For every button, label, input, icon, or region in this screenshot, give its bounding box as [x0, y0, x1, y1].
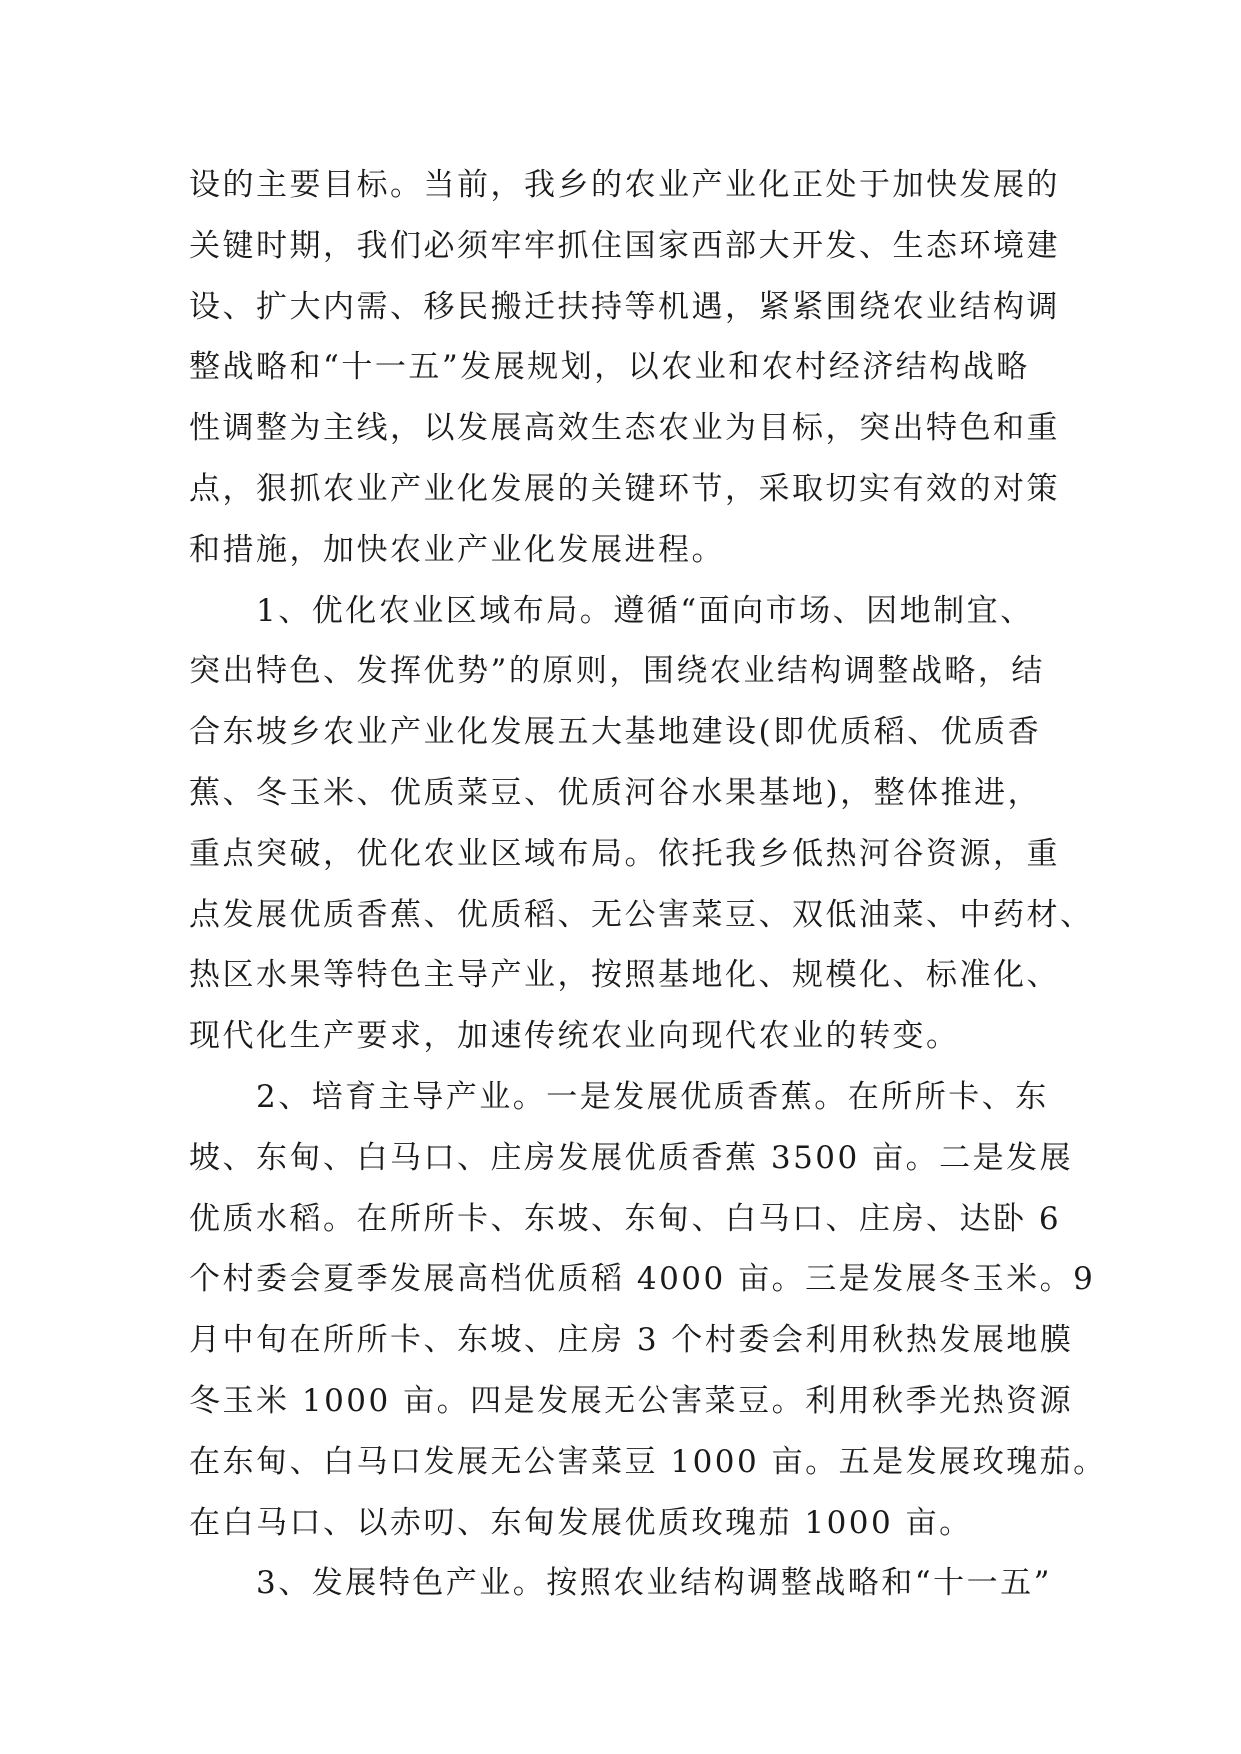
- text-line: 性调整为主线，以发展高效生态农业为目标，突出特色和重: [189, 410, 1060, 447]
- text-line: 蕉、冬玉米、优质菜豆、优质河谷水果基地)，整体推进，: [189, 774, 1042, 811]
- text-line: 突出特色、发挥优势”的原则，围绕农业结构调整战略，结: [189, 653, 1045, 690]
- section-3-paragraph: [189, 1553, 1069, 1614]
- text-line: 热区水果等特色主导产业，按照基地化、规模化、标准化、: [189, 957, 1060, 994]
- text-line: 月中旬在所所卡、东坡、庄房 3 个村委会利用秋热发展地膜: [189, 1322, 1074, 1359]
- text-line: 冬玉米 1000 亩。四是发展无公害菜豆。利用秋季光热资源: [189, 1382, 1074, 1419]
- document-body: [189, 155, 1107, 1614]
- section-2-paragraph: [189, 1067, 1107, 1553]
- text-line: 3、发展特色产业。按照农业结构调整战略和“十一五”: [189, 1565, 1052, 1602]
- text-line: 设、扩大内需、移民搬迁扶持等机遇，紧紧围绕农业结构调: [189, 288, 1060, 325]
- text-line: 在东甸、白马口发展无公害菜豆 1000 亩。五是发展玫瑰茄。: [189, 1443, 1107, 1480]
- text-line: 和措施，加快农业产业化发展进程。: [189, 531, 725, 568]
- text-line: 重点突破，优化农业区域布局。依托我乡低热河谷资源，重: [189, 835, 1060, 872]
- intro-paragraph: [189, 155, 1069, 581]
- text-line: 个村委会夏季发展高档优质稻 4000 亩。三是发展冬玉米。9: [189, 1261, 1096, 1298]
- text-line: 关键时期，我们必须牢牢抓住国家西部大开发、生态环境建: [189, 227, 1060, 264]
- text-line: 优质水稻。在所所卡、东坡、东甸、白马口、庄房、达卧 6: [189, 1200, 1062, 1237]
- text-line: 现代化生产要求，加速传统农业向现代农业的转变。: [189, 1018, 960, 1055]
- text-line: 1、优化农业区域布局。遵循“面向市场、因地制宜、: [189, 592, 1034, 629]
- text-line: 2、培育主导产业。一是发展优质香蕉。在所所卡、东: [189, 1078, 1049, 1115]
- text-line: 设的主要目标。当前，我乡的农业产业化正处于加快发展的: [189, 167, 1060, 203]
- text-line: 在白马口、以赤叨、东甸发展优质玫瑰茄 1000 亩。: [189, 1504, 973, 1541]
- text-line: 点发展优质香蕉、优质稻、无公害菜豆、双低油菜、中药材、: [189, 896, 1094, 933]
- text-line: 合东坡乡农业产业化发展五大基地建设(即优质稻、优质香: [189, 714, 1042, 751]
- section-1-paragraph: [189, 581, 1094, 1067]
- text-line: 坡、东甸、白马口、庄房发展优质香蕉 3500 亩。二是发展: [189, 1139, 1074, 1176]
- text-line: 整战略和“十一五”发展规划，以农业和农村经济结构战略: [189, 349, 1030, 386]
- text-line: 点，狠抓农业产业化发展的关键环节，采取切实有效的对策: [189, 470, 1060, 507]
